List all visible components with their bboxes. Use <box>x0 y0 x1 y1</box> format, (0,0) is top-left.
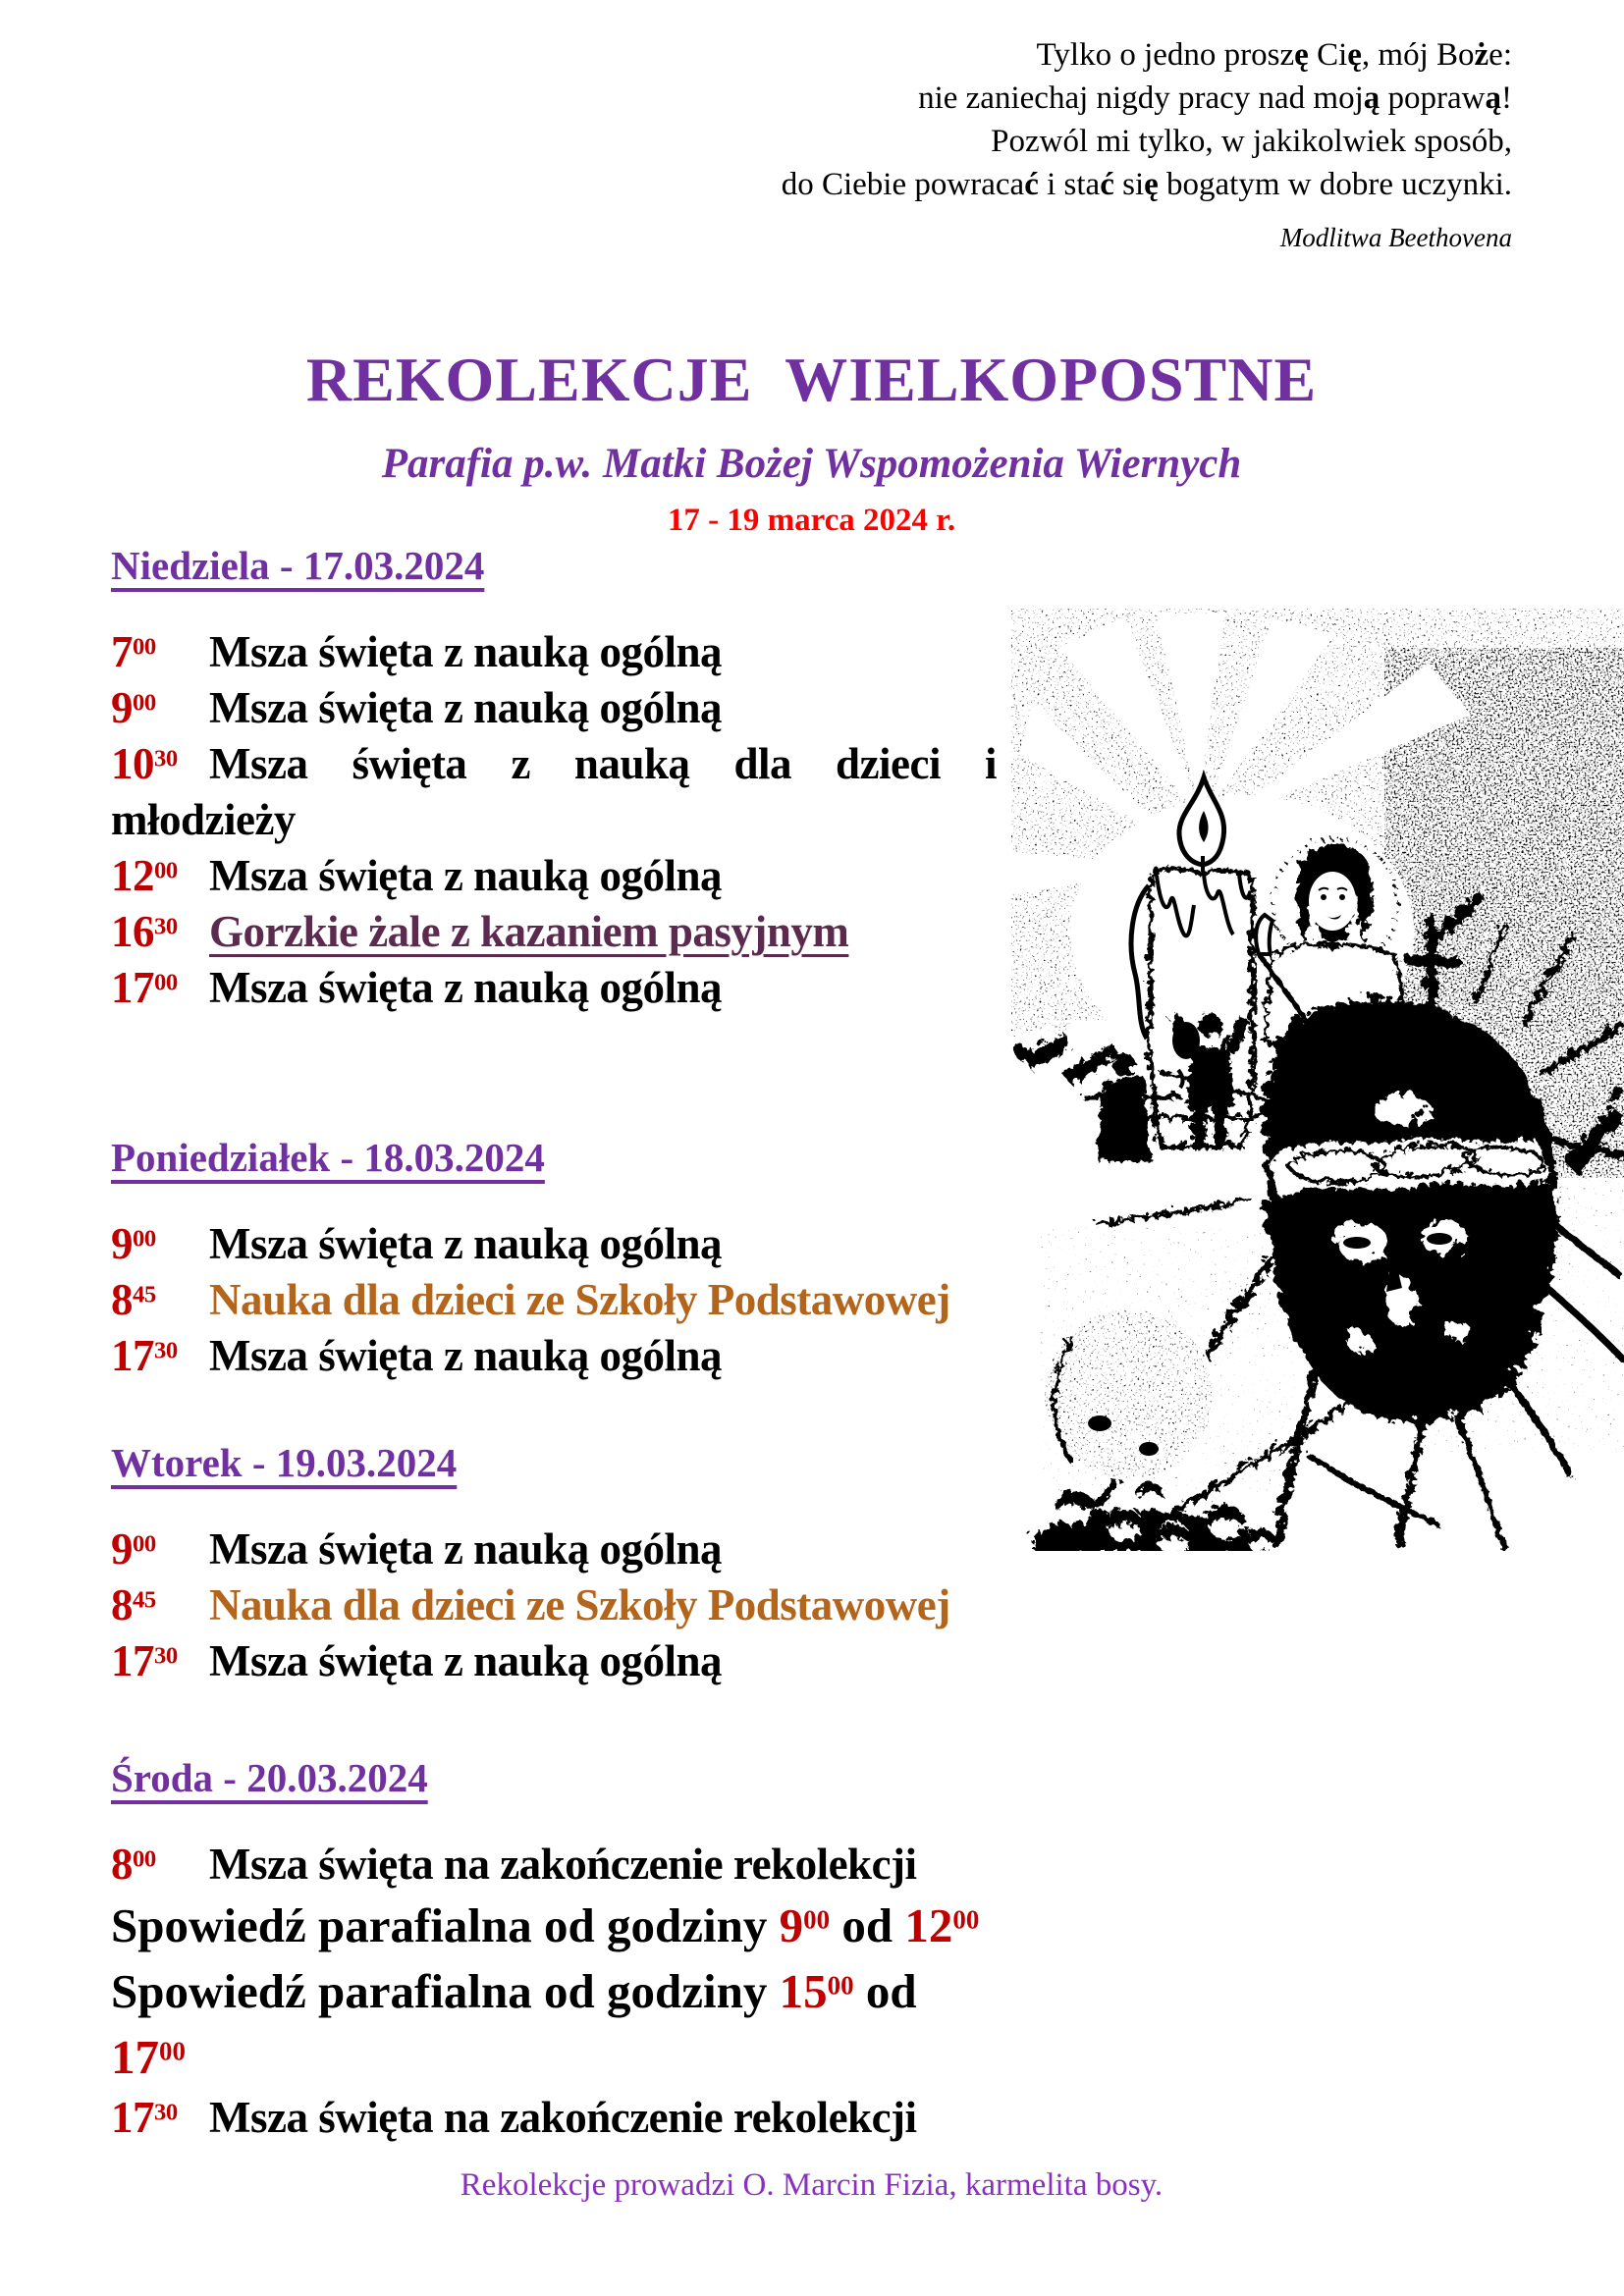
time-label: $8^{45}$ <box>111 1275 156 1324</box>
time-label: $16^{30}$ <box>111 907 178 956</box>
confession-time: $12^{00}$ <box>904 1898 980 1952</box>
mass-description: Msza święta na zakończenie rekolekcji <box>209 2093 917 2142</box>
opening-quote <box>782 33 1512 259</box>
confession-segment: od <box>853 1964 917 2018</box>
day-heading: Wtorek - 19.03.2024 <box>111 1440 458 1485</box>
schedule-item <box>111 1958 997 2090</box>
page-title: REKOLEKCJE WIELKOPOSTNE <box>305 345 1318 414</box>
time-label: $17^{30}$ <box>111 1331 178 1380</box>
mass-description: Nauka dla dzieci ze Szkoły Podstawowej <box>209 1580 950 1629</box>
mass-description: Msza święta z nauką ogólną <box>209 627 723 676</box>
quote-attribution: Modlitwa Beethovena <box>1279 223 1512 252</box>
schedule-item <box>111 1837 997 1893</box>
day-items <box>111 624 997 1016</box>
schedule-sections <box>111 542 997 2146</box>
quote-line: Pozwól mi tylko, w jakikolwiek sposób, <box>991 124 1512 159</box>
mass-description: Gorzkie żale z kazaniem pasyjnym <box>209 907 849 956</box>
schedule-item <box>111 1216 997 1272</box>
day-section <box>111 1439 997 1689</box>
quote-line: nie zaniechaj nigdy pracy nad moją poprawą! <box>918 80 1512 116</box>
stippled-shoulder <box>1043 1308 1216 1480</box>
day-heading: Niedziela - 17.03.2024 <box>111 543 485 588</box>
confession-text <box>111 1893 979 1958</box>
schedule-item <box>111 904 997 960</box>
confession-segment: Spowiedź parafialna od godziny <box>111 1964 780 2018</box>
day-section <box>111 1134 997 1384</box>
time-label: $8^{45}$ <box>111 1580 156 1629</box>
time-label: $10^{30}$ <box>111 739 178 788</box>
mass-description: Msza święta na zakończenie rekolekcji <box>209 1840 917 1889</box>
day-heading: Środa - 20.03.2024 <box>111 1755 428 1800</box>
confession-text <box>111 1958 997 2090</box>
schedule-item <box>111 680 997 736</box>
mass-description: Nauka dla dzieci ze Szkoły Podstawowej <box>209 1275 950 1324</box>
mass-description: Msza święta z nauką ogólną <box>209 683 723 732</box>
mass-description: Msza święta z nauką ogólną <box>209 1219 723 1268</box>
mass-description-continued: młodzieży <box>111 795 296 844</box>
confession-segment: Spowiedź parafialna od godziny <box>111 1898 780 1952</box>
day-section <box>111 1754 997 2146</box>
schedule-item <box>111 1272 997 1328</box>
schedule-item <box>111 848 997 904</box>
day-heading: Poniedziałek - 18.03.2024 <box>111 1135 545 1180</box>
mass-description: Msza święta z nauką ogólną <box>209 851 723 900</box>
confession-time: $17^{00}$ <box>111 2030 186 2084</box>
schedule-item <box>111 1328 997 1384</box>
retreat-dates: 17 - 19 marca 2024 r. <box>667 503 956 538</box>
mass-description: Msza święta z nauką ogólną <box>209 963 723 1012</box>
time-label: $9^{00}$ <box>111 1219 156 1268</box>
jesus-candle-illustration <box>1011 609 1624 1551</box>
day-items <box>111 1837 997 2146</box>
quote-line: Tylko o jedno proszę Cię, mój Boże: <box>1036 37 1512 73</box>
schedule-item <box>111 736 997 792</box>
ink-sketch-svg <box>1011 609 1624 1551</box>
day-items <box>111 1216 997 1384</box>
mass-description: Msza święta z nauką dla dzieci i <box>209 739 997 788</box>
quote-line: do Ciebie powracać i stać się bogatym w dobre uczynki. <box>781 167 1512 202</box>
mass-description: Msza święta z nauką ogólną <box>209 1524 723 1574</box>
confession-time: $15^{00}$ <box>779 1964 854 2018</box>
parish-subtitle: Parafia p.w. Matki Bożej Wspomożenia Wiernych <box>381 441 1242 487</box>
quote-lines <box>782 33 1512 206</box>
day-section <box>111 542 997 1016</box>
schedule-item <box>111 1522 997 1577</box>
time-label: $9^{00}$ <box>111 683 156 732</box>
schedule-item <box>111 624 997 680</box>
mass-description: Msza święta z nauką ogólną <box>209 1636 723 1685</box>
confession-time: $9^{00}$ <box>779 1898 831 1952</box>
footer-note: Rekolekcje prowadzi O. Marcin Fizia, karmelita bosy. <box>460 2167 1164 2203</box>
schedule-item <box>111 2090 997 2146</box>
time-label: $17^{00}$ <box>111 963 178 1012</box>
mass-description: Msza święta z nauką ogólną <box>209 1331 723 1380</box>
confession-segment: od <box>830 1898 905 1952</box>
schedule-item <box>111 1893 997 1958</box>
time-label: $17^{30}$ <box>111 2093 178 2142</box>
time-label: $9^{00}$ <box>111 1524 156 1574</box>
schedule-item <box>111 960 997 1016</box>
time-label: $17^{30}$ <box>111 1636 178 1685</box>
time-label: $7^{00}$ <box>111 627 156 676</box>
time-label: $12^{00}$ <box>111 851 178 900</box>
schedule-item <box>111 1633 997 1689</box>
day-items <box>111 1522 997 1689</box>
time-label: $8^{00}$ <box>111 1840 156 1889</box>
schedule-item <box>111 1577 997 1633</box>
